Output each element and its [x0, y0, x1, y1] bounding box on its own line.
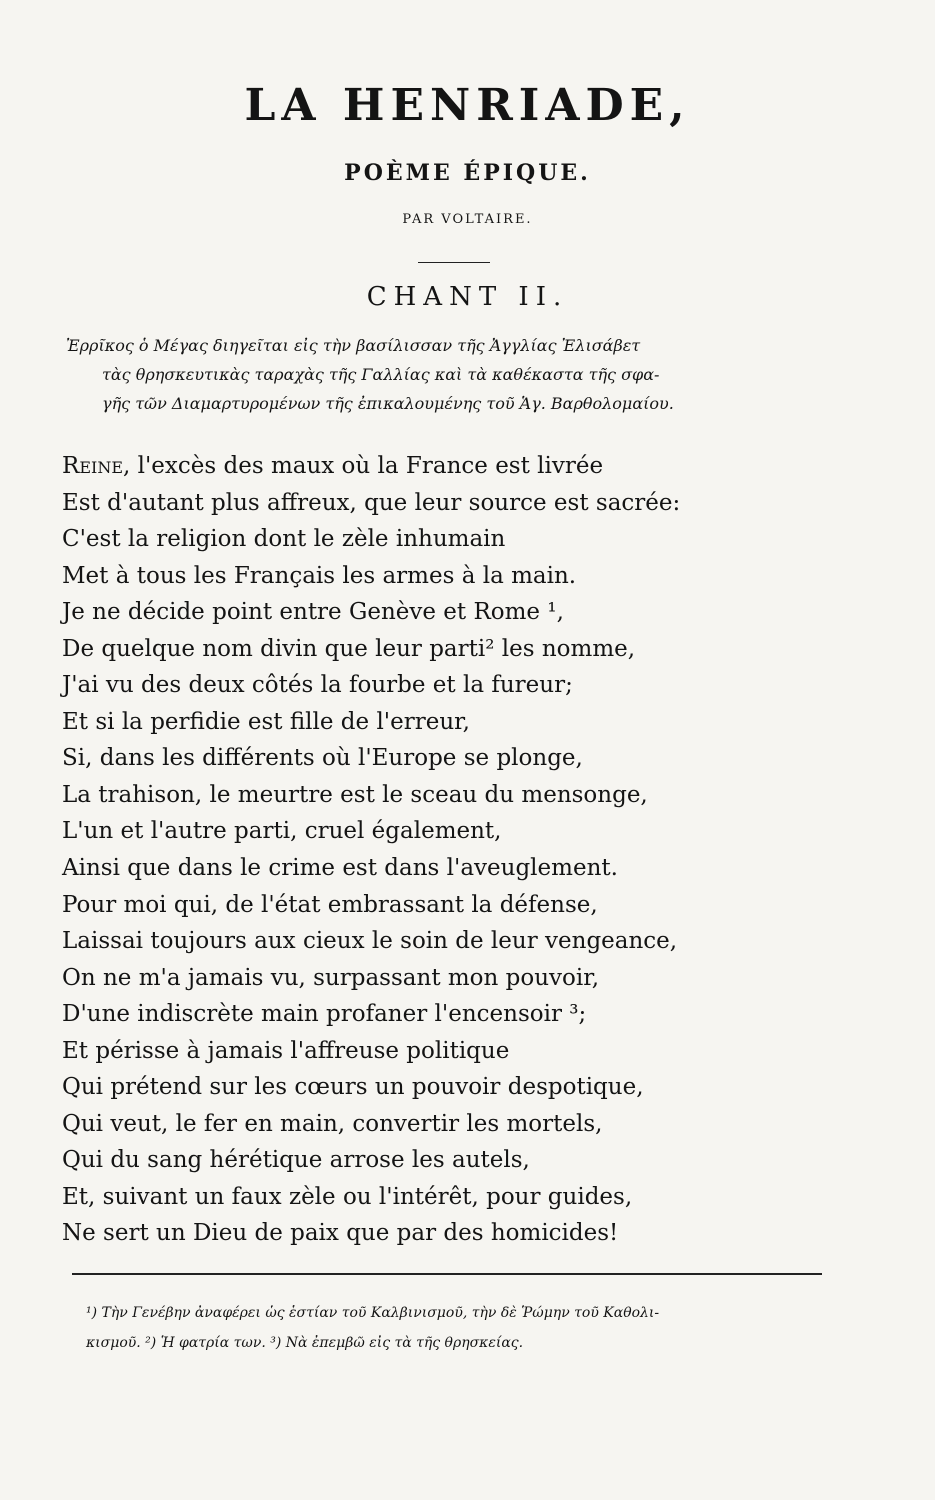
verse-first-rest: , l'excès des maux où la France est livrée [123, 453, 604, 479]
verse-line: J'ai vu des deux côtés la fourbe et la fureur; [62, 672, 573, 699]
verse-line: Est d'autant plus affreux, que leur source est sacrée: [62, 489, 681, 516]
verse-line: C'est la religion dont le zèle inhumain [62, 526, 506, 553]
verse-line: Et si la perfidie est fille de l'erreur, [62, 708, 470, 735]
verse-line: De quelque nom divin que leur parti² les nomme, [62, 635, 636, 662]
verse-line: Met à tous les Français les armes à la main. [62, 562, 577, 589]
verse-line: Et périsse à jamais l'affreuse politique [62, 1037, 510, 1064]
poem-subtitle: POÈME ÉPIQUE. [344, 160, 591, 186]
poem-title: LA HENRIADE, [244, 80, 691, 131]
verse-line: Laissai toujours aux cieux le soin de leur vengeance, [62, 928, 678, 955]
title-divider [418, 262, 490, 263]
footnote-divider [72, 1273, 822, 1275]
canto-heading: CHANT II. [366, 282, 569, 312]
verse-first-word: Reine [62, 453, 123, 479]
footnotes [86, 1298, 826, 1358]
verse-line: Je ne décide point entre Genève et Rome ¹, [62, 599, 564, 626]
verse-line: Qui du sang hérétique arrose les autels, [62, 1147, 530, 1174]
verse-line [62, 448, 832, 485]
verse-line: Ainsi que dans le crime est dans l'aveuglement. [62, 855, 618, 882]
canto-argument [66, 331, 824, 418]
argument-line: Ἐρρῖκος ὁ Μέγας διηγεῖται εἰς τὴν βασίλισσαν τῆς Ἀγγλίας Ἐλισάβετ [66, 336, 641, 355]
argument-line: γῆς τῶν Διαμαρτυρομένων τῆς ἐπικαλουμένης τοῦ Ἁγ. Βαρθολομαίου. [102, 394, 674, 413]
verse-line: On ne m'a jamais vu, surpassant mon pouvoir, [62, 964, 600, 991]
verse-line: Si, dans les différents où l'Europe se plonge, [62, 745, 583, 772]
footnote-line: κισμοῦ. ²) Ἡ φατρία των. ³) Νὰ ἐπεμβῶ εἰς τὰ τῆς θρησκείας. [86, 1335, 524, 1351]
footnote-line: ¹) Τὴν Γενέβην ἀναφέρει ὡς ἑστίαν τοῦ Καλβινισμοῦ, τὴν δὲ Ῥώμην τοῦ Καθολι- [86, 1305, 660, 1321]
author-line: PAR VOLTAIRE. [402, 212, 533, 227]
verse-line: Ne sert un Dieu de paix que par des homicides! [62, 1220, 619, 1247]
verse-line: Et, suivant un faux zèle ou l'intérêt, pour guides, [62, 1183, 633, 1210]
argument-line: τὰς θρησκευτικὰς ταραχὰς τῆς Γαλλίας καὶ τὰ καθέκαστα τῆς σφα- [102, 365, 660, 384]
verse-line: Pour moi qui, de l'état embrassant la défense, [62, 891, 598, 918]
verse-line: L'un et l'autre parti, cruel également, [62, 818, 502, 845]
poem-body [62, 448, 832, 1252]
verse-line: La trahison, le meurtre est le sceau du mensonge, [62, 781, 648, 808]
verse-line: D'une indiscrète main profaner l'encensoir ³; [62, 1001, 587, 1028]
verse-line: Qui veut, le fer en main, convertir les mortels, [62, 1110, 603, 1137]
verse-line: Qui prétend sur les cœurs un pouvoir despotique, [62, 1074, 644, 1101]
